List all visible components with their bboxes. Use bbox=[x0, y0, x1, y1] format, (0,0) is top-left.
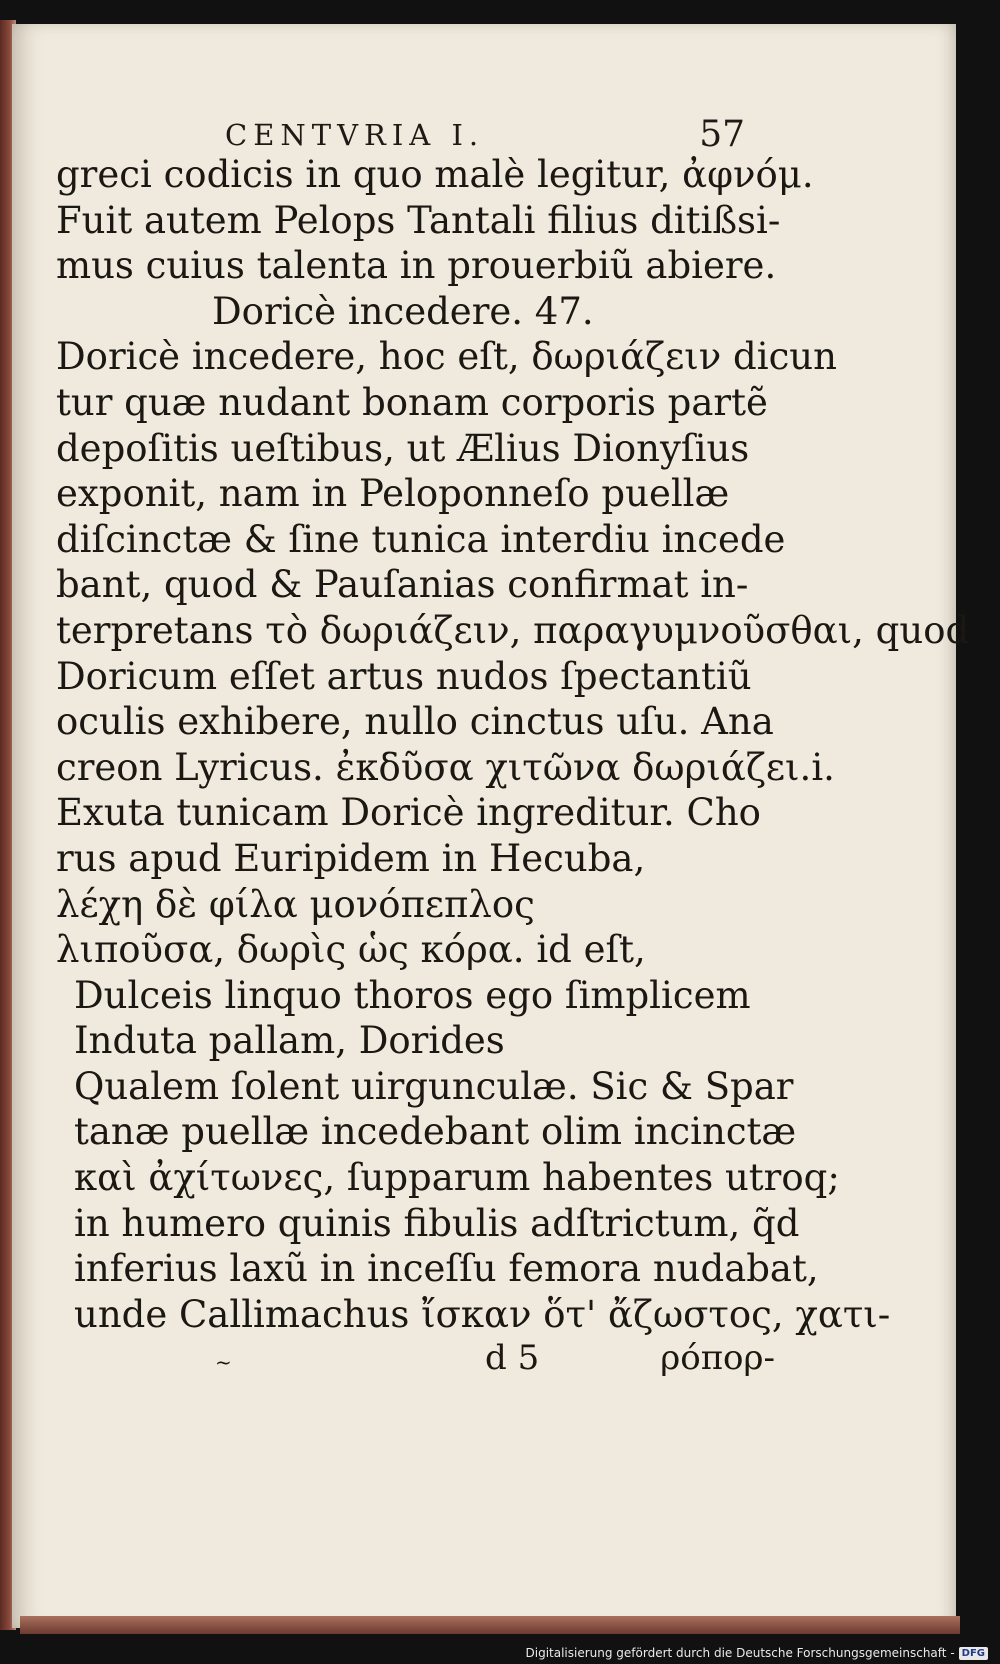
verse-line: Dulceis linquo thoros ego ſimplicem bbox=[74, 973, 751, 1017]
text-line: in humero quinis fibulis adſtrictum, q̃d bbox=[74, 1201, 800, 1245]
digitization-footer bbox=[526, 1646, 989, 1660]
text-line: καὶ ἀχίτωνες, ſupparum habentes utroq; bbox=[74, 1156, 840, 1200]
verse-line: Qualem ſolent uirgunculæ. Sic & Spar bbox=[74, 1064, 794, 1108]
dfg-logo[interactable]: DFG bbox=[959, 1647, 988, 1660]
running-title: CENTVRIA I. bbox=[225, 118, 485, 152]
verse-line: Induta pallam, Dorides bbox=[74, 1019, 505, 1063]
page-number: 57 bbox=[699, 114, 745, 155]
text-line: bant, quod & Pauſanias confirmat in- bbox=[56, 563, 749, 607]
text-line: tur quæ nudant bonam corporis partẽ bbox=[56, 380, 768, 424]
text-line: tanæ puellæ incedebant olim incinctæ bbox=[74, 1110, 797, 1154]
signature: d 5 bbox=[485, 1338, 540, 1378]
body-text bbox=[56, 112, 970, 1337]
text-line: creon Lyricus. ἐκδῦσα χιτῶνα δωριάζει.i. bbox=[56, 745, 835, 789]
footer-text: Digitalisierung gefördert durch die Deutsche Forschungsgemeinschaft - bbox=[525, 1646, 955, 1660]
text-line: mus cuius talenta in prouerbiũ abiere. bbox=[56, 244, 777, 288]
text-line: greci codicis in quo malè legitur, ἀφνόμ. bbox=[56, 153, 814, 196]
signature-mark: ~ bbox=[215, 1350, 232, 1374]
greek-verse-line: λιποῦσα, δωρὶς ὡς κόρα. id eſt, bbox=[56, 928, 646, 972]
text-line: Fuit autem Pelops Tantali filius ditißsi- bbox=[56, 198, 781, 242]
text-line: terpretans τὸ δωριάζειν, παραγυμνοῦσθαι, quod bbox=[56, 608, 970, 652]
text-line: unde Callimachus ἴσκαν ὅτ' ἄζωστος, χατι- bbox=[74, 1292, 891, 1336]
catchword: ρόπορ- bbox=[660, 1338, 775, 1378]
text-line: rus apud Euripidem in Hecuba, bbox=[56, 836, 646, 880]
text-line: depoſitis ueſtibus, ut Ælius Dionyſius bbox=[56, 426, 750, 470]
text-line: Exuta tunicam Doricè ingreditur. Cho bbox=[56, 791, 761, 835]
text-line: oculis exhibere, nullo cinctus uſu. Ana bbox=[56, 700, 774, 744]
text-line: exponit, nam in Peloponneſo puellæ bbox=[56, 472, 730, 516]
signature-line bbox=[215, 1338, 775, 1386]
greek-verse-line: λέχη δὲ φίλα μονόπεπλος bbox=[56, 882, 535, 926]
text-line: Doricum eſſet artus nudos ſpectantiũ bbox=[56, 654, 752, 698]
text-line: inferius laxũ in inceſſu femora nudabat, bbox=[74, 1247, 819, 1291]
text-line: Doricè incedere, hoc eſt, δωριάζειν dicun bbox=[56, 335, 837, 379]
book-edge-bottom bbox=[20, 1616, 960, 1634]
section-heading: Doricè incedere. 47. bbox=[212, 289, 594, 333]
text-line: diſcinctæ & ſine tunica interdiu incede bbox=[56, 517, 786, 561]
